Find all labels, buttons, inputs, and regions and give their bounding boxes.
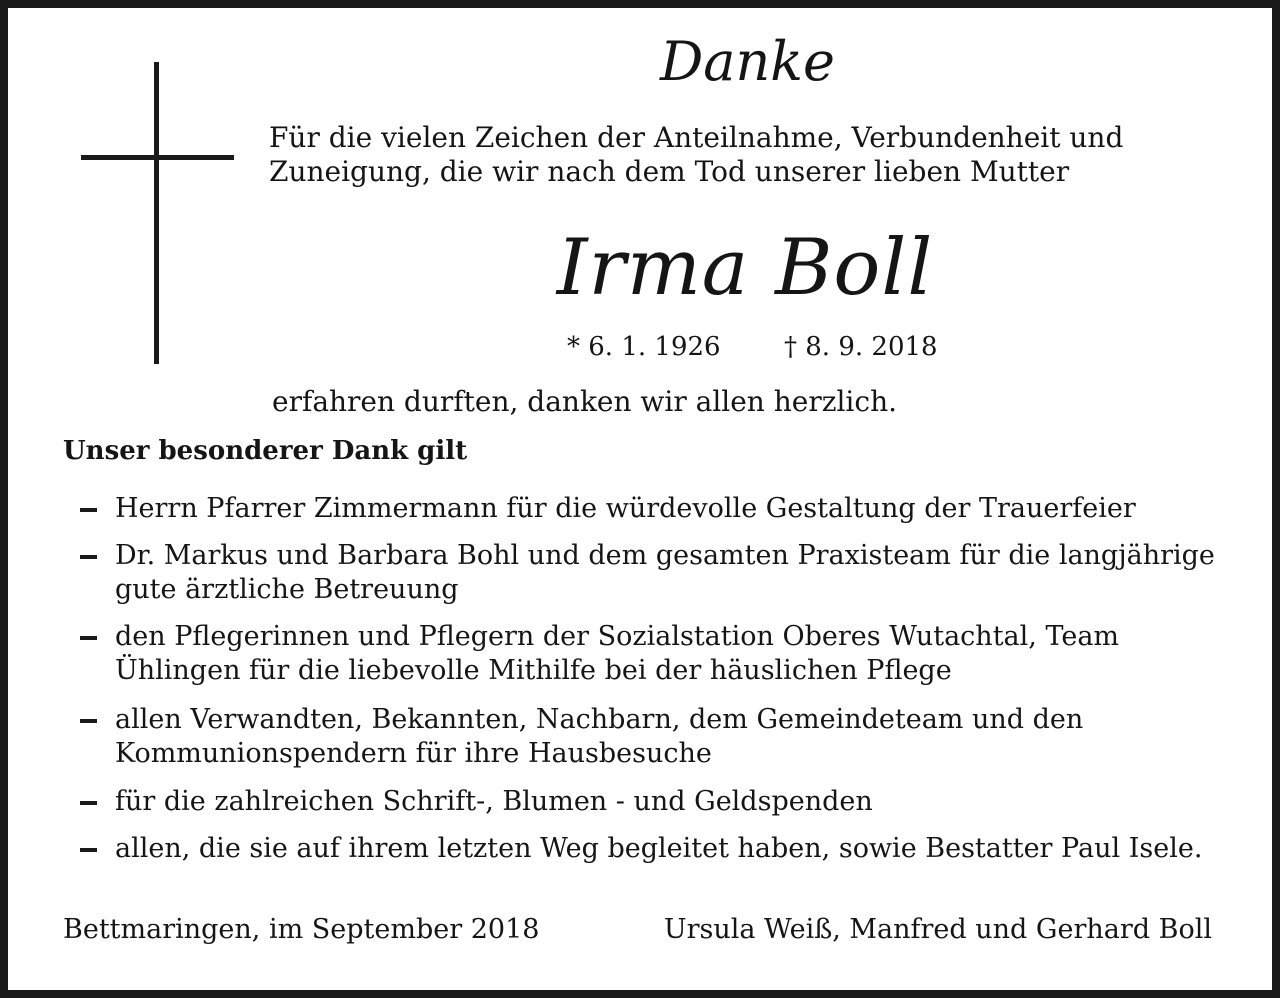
outro-text: erfahren durften, danken wir allen herzlich. [272, 385, 897, 418]
cross-icon-vertical [154, 62, 159, 364]
list-item-text: allen Verwandten, Bekannten, Nachbarn, dem Gemeindeteam und den Kommunionspendern für ihre Hausbesuche [115, 704, 1084, 769]
intro-text: Für die vielen Zeichen der Anteilnahme, Verbundenheit und Zuneigung, die wir nach dem Tod unserer lieben Mutter [269, 121, 1124, 188]
list-item-text: den Pflegerinnen und Pflegern der Sozialstation Oberes Wutachtal, Team Ühlingen für die liebevolle Mithilfe bei der häuslichen Pflege [115, 621, 1120, 686]
signatories: Ursula Weiß, Manfred und Gerhard Boll [663, 914, 1212, 945]
list-item-text: Herrn Pfarrer Zimmermann für die würdevolle Gestaltung der Trauerfeier [115, 493, 1136, 524]
cross-icon-horizontal [81, 155, 234, 160]
thanks-heading: Unser besonderer Dank gilt [63, 436, 468, 466]
life-dates [567, 330, 987, 366]
list-item-text: für die zahlreichen Schrift-, Blumen - und Geldspenden [115, 786, 873, 817]
place-and-date: Bettmaringen, im September 2018 [63, 914, 540, 945]
notice-title: Danke [660, 30, 835, 93]
deceased-name: Irma Boll [556, 223, 934, 313]
list-item-text: Dr. Markus und Barbara Bohl und dem gesamten Praxisteam für die langjährige gute ärztliche Betreuung [115, 540, 1215, 605]
list-item-text: allen, die sie auf ihrem letzten Weg begleitet haben, sowie Bestatter Paul Isele. [115, 833, 1203, 864]
death-date: † 8. 9. 2018 [784, 332, 938, 362]
birth-date: * 6. 1. 1926 [567, 332, 721, 362]
